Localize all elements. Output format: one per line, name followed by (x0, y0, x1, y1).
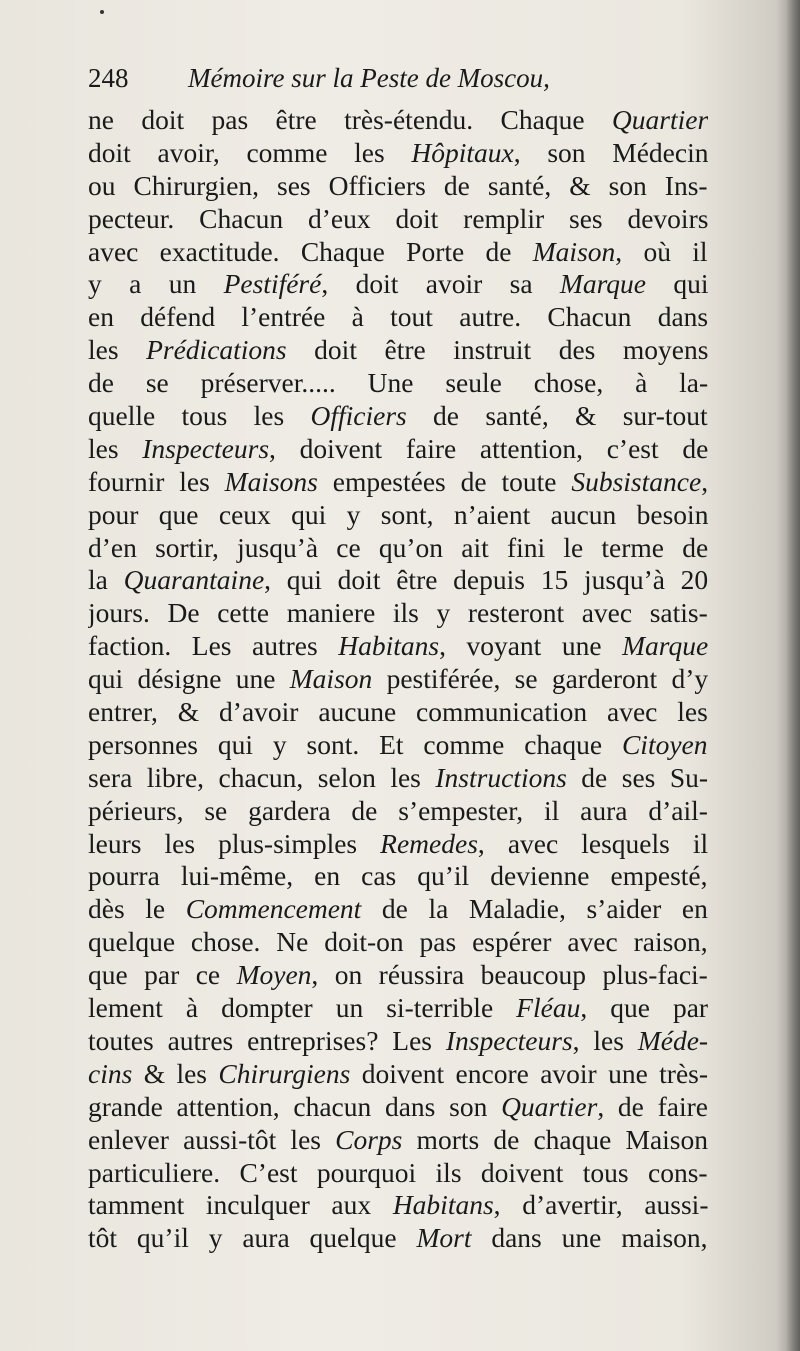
text-line (88, 532, 708, 565)
text-segment: , où il (615, 235, 708, 267)
text-line (88, 762, 708, 795)
italic-text-segment: Citoyen (621, 728, 708, 760)
text-segment: en défend l’entrée à tout autre. Chacun dans (88, 301, 708, 333)
text-segment: de se préserver..... Une seule chose, à la- (88, 367, 708, 399)
text-line (88, 367, 708, 400)
text-segment: d’en sortir, jusqu’à ce qu’on ait fini le terme de (88, 531, 708, 563)
text-segment: , les (572, 1024, 638, 1056)
text-segment: que par ce (88, 959, 237, 991)
text-segment: les (88, 432, 143, 464)
text-segment: y a un (88, 268, 224, 300)
text-segment: quelle tous les (88, 400, 311, 432)
italic-text-segment: Habitans (392, 1189, 494, 1221)
text-segment: la (88, 564, 124, 596)
text-line (88, 334, 708, 367)
text-segment: , doivent faire attention, c’est de (269, 432, 708, 464)
text-line (88, 893, 708, 926)
text-segment: avec exactitude. Chaque Porte de (88, 235, 533, 267)
text-segment: , voyant une (439, 630, 623, 662)
italic-text-segment: Maisons (224, 465, 318, 497)
italic-text-segment: Hôpitaux (411, 136, 514, 168)
text-segment: pecteur. Chacun d’eux doit remplir ses devoirs (88, 202, 708, 234)
text-segment: pestiférée, se garderont d’y (372, 663, 708, 695)
text-segment: doivent encore avoir une très- (350, 1057, 708, 1089)
text-segment: , d’avertir, aussi- (493, 1189, 708, 1221)
text-line (88, 170, 708, 203)
italic-text-segment: Quartier (611, 104, 708, 135)
text-line (88, 828, 708, 861)
text-segment: sera libre, chacun, selon les (88, 761, 436, 793)
italic-text-segment: Inspecteurs (445, 1024, 573, 1056)
text-segment: toutes autres entreprises? Les (88, 1024, 446, 1056)
text-line (88, 203, 708, 236)
text-line (88, 597, 708, 630)
italic-text-segment: Moyen (236, 959, 312, 991)
text-segment: , (701, 465, 708, 497)
running-title: Mémoire sur la Peste de Moscou, (188, 63, 550, 93)
text-segment: jours. De cette maniere ils y resteront avec satis- (88, 597, 708, 629)
text-line (88, 236, 708, 269)
text-segment: qui (645, 268, 708, 300)
italic-text-segment: Instructions (435, 761, 567, 793)
italic-text-segment: Maison (289, 663, 373, 695)
text-line (88, 1058, 708, 1091)
text-segment: quelque chose. Ne doit-on pas espérer avec raison, (88, 926, 708, 958)
text-line (88, 926, 708, 959)
italic-text-segment: Chirurgiens (218, 1057, 351, 1089)
italic-text-segment: Maison (532, 235, 616, 267)
text-segment: ne doit pas être très-étendu. Chaque (88, 104, 612, 135)
text-line (88, 663, 708, 696)
text-segment: pourra lui-même, en cas qu’il devienne empesté, (88, 860, 708, 892)
italic-text-segment: Remedes (380, 827, 478, 859)
text-segment: & les (132, 1057, 219, 1089)
text-segment: dans une maison, (471, 1222, 708, 1254)
italic-text-segment: Corps (335, 1123, 403, 1155)
text-line (88, 860, 708, 893)
italic-text-segment: Inspecteurs (142, 432, 270, 464)
text-segment: de santé, & sur-tout (406, 400, 708, 432)
text-line (88, 959, 708, 992)
text-segment: , de faire (597, 1090, 708, 1122)
text-segment: , que par (580, 992, 708, 1024)
text-line (88, 630, 708, 663)
text-segment: ou Chirurgien, ses Officiers de santé, & son Ins- (88, 169, 708, 201)
text-segment: faction. Les autres (88, 630, 339, 662)
italic-text-segment: Quartier (501, 1090, 598, 1122)
italic-text-segment: Habitans (338, 630, 440, 662)
text-segment: dès le (88, 893, 186, 925)
text-segment: les (88, 334, 147, 366)
text-segment: doit avoir, comme les (88, 136, 412, 168)
text-segment: particuliere. C’est pourquoi ils doivent tous cons- (88, 1156, 708, 1188)
text-segment: personnes qui y sont. Et comme chaque (88, 728, 622, 760)
text-segment: , avec lesquels il (477, 827, 708, 859)
italic-text-segment: Pestiféré (223, 268, 322, 300)
text-line (88, 1222, 708, 1255)
text-line (88, 433, 708, 466)
text-segment: lement à dompter un si-terrible (88, 992, 517, 1024)
text-segment: fournir les (88, 465, 225, 497)
text-segment: tamment inculquer aux (88, 1189, 393, 1221)
ink-speck (100, 10, 104, 14)
text-segment: tôt qu’il y aura quelque (88, 1222, 417, 1254)
text-line (88, 104, 708, 137)
text-segment: morts de chaque Maison (402, 1123, 708, 1155)
text-segment: entrer, & d’avoir aucune communication avec les (88, 696, 708, 728)
italic-text-segment: cins (88, 1057, 133, 1089)
text-segment: grande attention, chacun dans son (88, 1090, 502, 1122)
text-segment: , doit avoir sa (321, 268, 560, 300)
italic-text-segment: Mort (416, 1222, 472, 1254)
text-line (88, 1189, 708, 1222)
italic-text-segment: Prédications (146, 334, 287, 366)
text-line (88, 268, 708, 301)
italic-text-segment: Marque (559, 268, 646, 300)
italic-text-segment: Subsistance (571, 465, 702, 497)
text-line (88, 499, 708, 532)
body-text (88, 104, 708, 1255)
text-segment: , qui doit être depuis 15 jusqu’à 20 (264, 564, 708, 596)
text-line (88, 301, 708, 334)
text-segment: périeurs, se gardera de s’empester, il aura d’ail- (88, 794, 708, 826)
text-segment: , son Médecin (513, 136, 708, 168)
text-segment: empestées de toute (317, 465, 572, 497)
page-header (88, 62, 708, 95)
italic-text-segment: Fléau (516, 992, 581, 1024)
italic-text-segment: Quarantaine (123, 564, 265, 596)
text-line (88, 696, 708, 729)
italic-text-segment: Officiers (310, 400, 407, 432)
text-line (88, 400, 708, 433)
text-line (88, 795, 708, 828)
text-line (88, 1124, 708, 1157)
text-line (88, 992, 708, 1025)
text-line (88, 1157, 708, 1190)
italic-text-segment: Commencement (185, 893, 362, 925)
text-segment: doit être instruit des moyens (286, 334, 708, 366)
page-number: 248 (88, 63, 129, 93)
text-segment: enlever aussi-tôt les (88, 1123, 336, 1155)
text-segment: de la Maladie, s’aider en (361, 893, 708, 925)
text-line (88, 564, 708, 597)
text-segment: , on réussira beaucoup plus-faci- (311, 959, 708, 991)
text-line (88, 137, 708, 170)
page-edge-shadow (786, 0, 800, 1351)
text-segment: leurs les plus-simples (88, 827, 381, 859)
text-line (88, 1091, 708, 1124)
text-line (88, 729, 708, 762)
text-line (88, 466, 708, 499)
text-segment: pour que ceux qui y sont, n’aient aucun besoin (88, 498, 708, 530)
italic-text-segment: Marque (622, 630, 708, 662)
text-line (88, 1025, 708, 1058)
italic-text-segment: Méde- (637, 1024, 708, 1056)
text-segment: qui désigne une (88, 663, 290, 695)
text-segment: de ses Su- (566, 761, 708, 793)
